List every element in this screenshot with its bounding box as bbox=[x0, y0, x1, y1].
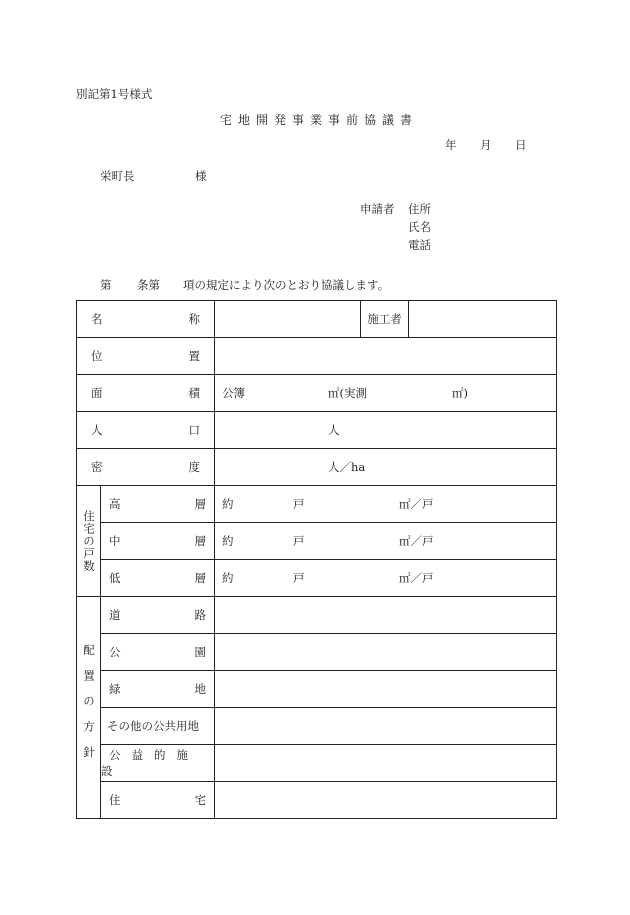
vertical-label: 配置の方針 bbox=[82, 643, 96, 772]
label-char: 面 bbox=[91, 386, 103, 400]
layout-green-label bbox=[101, 671, 215, 708]
vertical-label: 住宅の戸数 bbox=[82, 509, 96, 573]
location-value-cell[interactable] bbox=[215, 338, 557, 375]
layout-group-label bbox=[77, 597, 101, 819]
layout-housing-label bbox=[101, 782, 215, 819]
population-label-cell bbox=[77, 412, 215, 449]
statement-article: 第 bbox=[100, 278, 112, 292]
layout-other-public-label bbox=[101, 708, 215, 745]
area-unit-close: ㎡) bbox=[452, 386, 468, 400]
label-char: 人 bbox=[91, 423, 103, 437]
label-char: 名 bbox=[91, 312, 103, 326]
name-label: 氏名 bbox=[408, 220, 431, 234]
label-char: 道 bbox=[109, 608, 121, 622]
density-value-cell[interactable] bbox=[215, 449, 557, 486]
layout-green-value[interactable] bbox=[215, 671, 557, 708]
label-char: 口 bbox=[188, 423, 200, 437]
density-label-cell bbox=[77, 449, 215, 486]
units-label: 戸 bbox=[293, 534, 305, 548]
layout-public-facility-value[interactable] bbox=[215, 745, 557, 782]
table-row bbox=[77, 671, 557, 708]
label-char: 高 bbox=[109, 497, 121, 511]
label-char: 園 bbox=[194, 645, 206, 659]
contractor-value-cell[interactable] bbox=[409, 301, 557, 338]
dwelling-low-value[interactable] bbox=[215, 560, 557, 597]
label-char: 層 bbox=[194, 497, 206, 511]
label-text: その他の公共用地 bbox=[107, 719, 199, 733]
dwelling-mid-value[interactable] bbox=[215, 523, 557, 560]
area-unit-surveyed: ㎡(実測 bbox=[328, 386, 367, 400]
honorific: 様 bbox=[195, 169, 207, 183]
units-label: 戸 bbox=[293, 571, 305, 585]
dwellings-group-label bbox=[77, 486, 101, 597]
statement-clause: 条第 bbox=[137, 278, 160, 292]
dwelling-high-label bbox=[101, 486, 215, 523]
table-row bbox=[77, 782, 557, 819]
table-row bbox=[77, 523, 557, 560]
layout-park-label bbox=[101, 634, 215, 671]
dwelling-mid-label bbox=[101, 523, 215, 560]
applicant-label: 申請者 bbox=[360, 202, 395, 216]
label-char: 宅 bbox=[194, 793, 206, 807]
label-char: 路 bbox=[194, 608, 206, 622]
table-row bbox=[77, 375, 557, 412]
per-unit-label: ㎡／戸 bbox=[399, 571, 434, 585]
table-row bbox=[77, 338, 557, 375]
table-row bbox=[77, 486, 557, 523]
label-char: 層 bbox=[194, 571, 206, 585]
density-unit: 人／ha bbox=[328, 460, 366, 474]
label-char: 公 bbox=[109, 645, 121, 659]
label-char: 称 bbox=[188, 312, 200, 326]
statement-text: 項の規定により次のとおり協議します。 bbox=[183, 278, 390, 292]
label-char: 緑 bbox=[109, 682, 121, 696]
population-value-cell[interactable] bbox=[215, 412, 557, 449]
per-unit-label: ㎡／戸 bbox=[399, 534, 434, 548]
table-row bbox=[77, 560, 557, 597]
table-row bbox=[77, 301, 557, 338]
table-row bbox=[77, 412, 557, 449]
addressee: 栄町長 bbox=[100, 169, 135, 183]
date-day-label: 日 bbox=[515, 138, 527, 152]
label-char: 低 bbox=[109, 571, 121, 585]
area-label-cell bbox=[77, 375, 215, 412]
consultation-form-table bbox=[76, 300, 557, 819]
contractor-label: 施工者 bbox=[361, 301, 409, 338]
name-value-cell[interactable] bbox=[215, 301, 361, 338]
label-char: 地 bbox=[194, 682, 206, 696]
layout-other-public-value[interactable] bbox=[215, 708, 557, 745]
label-char: 層 bbox=[194, 534, 206, 548]
table-row bbox=[77, 634, 557, 671]
layout-housing-value[interactable] bbox=[215, 782, 557, 819]
label-char: 密 bbox=[91, 460, 103, 474]
dwelling-low-label bbox=[101, 560, 215, 597]
table-row bbox=[77, 597, 557, 634]
table-row bbox=[77, 708, 557, 745]
address-label: 住所 bbox=[408, 202, 431, 216]
approx-label: 約 bbox=[222, 497, 234, 511]
per-unit-label: ㎡／戸 bbox=[399, 497, 434, 511]
units-label: 戸 bbox=[293, 497, 305, 511]
approx-label: 約 bbox=[222, 534, 234, 548]
label-char: 位 bbox=[91, 349, 103, 363]
location-label-cell bbox=[77, 338, 215, 375]
date-year-label: 年 bbox=[445, 138, 457, 152]
layout-road-label bbox=[101, 597, 215, 634]
document-title: 宅地開発事業事前協議書 bbox=[220, 113, 419, 127]
table-row bbox=[77, 449, 557, 486]
approx-label: 約 bbox=[222, 571, 234, 585]
form-number: 別記第1号様式 bbox=[76, 87, 153, 101]
phone-label: 電話 bbox=[408, 238, 431, 252]
name-label-cell bbox=[77, 301, 215, 338]
dwelling-high-value[interactable] bbox=[215, 486, 557, 523]
label-char: 中 bbox=[109, 534, 121, 548]
label-char: 積 bbox=[188, 386, 200, 400]
layout-park-value[interactable] bbox=[215, 634, 557, 671]
label-char: 度 bbox=[188, 460, 200, 474]
layout-road-value[interactable] bbox=[215, 597, 557, 634]
table-row bbox=[77, 745, 557, 782]
layout-public-facility-label bbox=[101, 745, 215, 782]
label-text: 公益的施設 bbox=[101, 748, 199, 778]
date-month-label: 月 bbox=[480, 138, 492, 152]
registry-label: 公簿 bbox=[222, 386, 245, 400]
area-value-cell[interactable] bbox=[215, 375, 557, 412]
label-char: 置 bbox=[188, 349, 200, 363]
label-char: 住 bbox=[109, 793, 121, 807]
population-unit: 人 bbox=[328, 423, 340, 437]
